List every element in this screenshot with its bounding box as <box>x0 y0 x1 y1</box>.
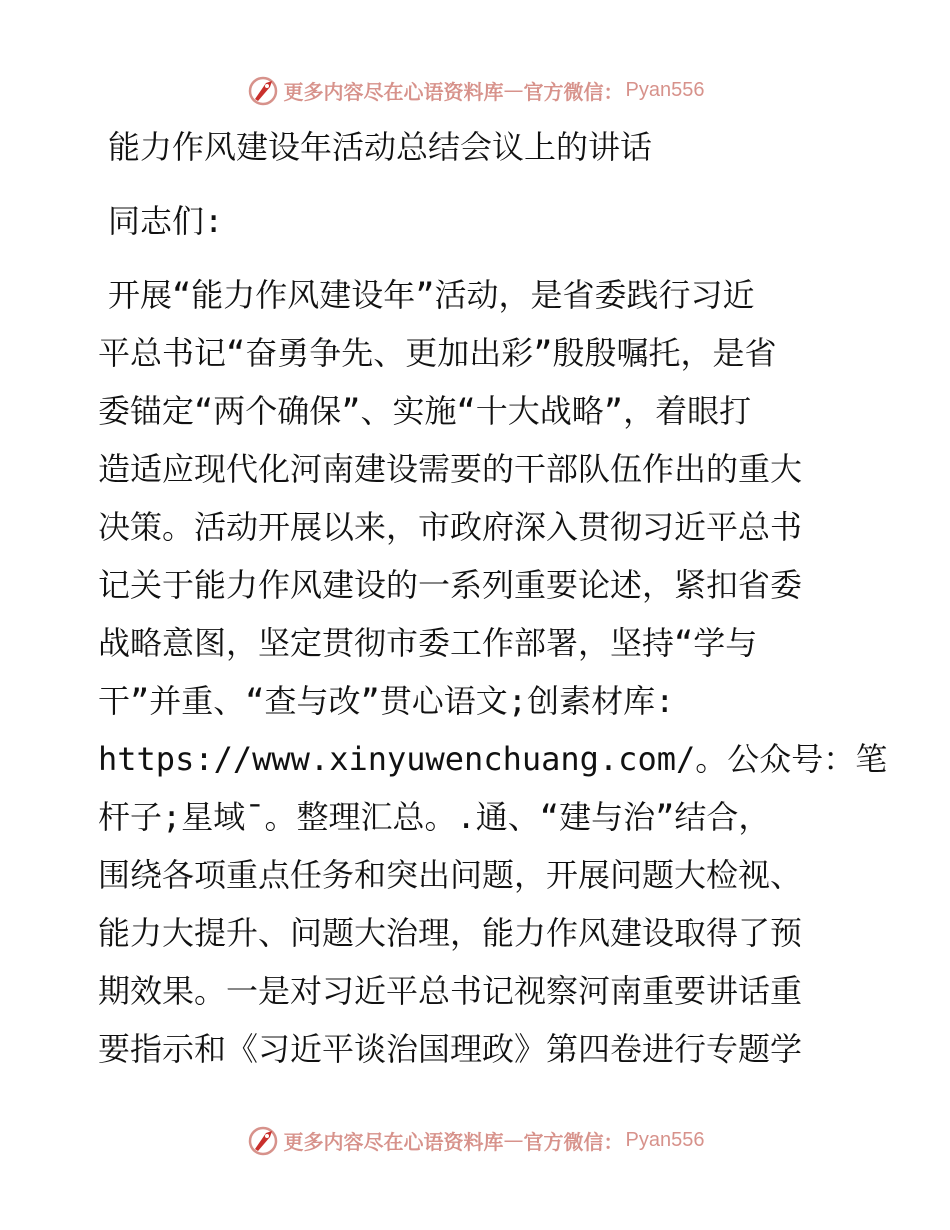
body-line: 要指示和《习近平谈治国理政》第四卷进行专题学 <box>98 1030 803 1068</box>
banner-contact-id: Pyan556 <box>625 78 705 101</box>
document-title: 能力作风建设年活动总结会议上的讲话 <box>108 128 653 166</box>
banner-contact-label: 官方微信： <box>523 79 624 104</box>
banner-text: 更多内容尽在心语资料库 <box>283 79 504 104</box>
banner-contact-label: 官方微信： <box>523 1129 624 1154</box>
body-line: 开展“能力作风建设年”活动，是省委践行习近 <box>108 276 755 314</box>
body-line-url: https://www.xinyuwenchuang.com/。公众号：笔 <box>98 740 888 778</box>
body-line: 造适应现代化河南建设需要的干部队伍作出的重大 <box>98 450 803 488</box>
banner-separator: — <box>503 1128 524 1152</box>
body-line: 干”并重、“查与改”贯心语文;创素材库: <box>98 682 675 720</box>
pen-nib-circle-icon <box>246 1123 280 1157</box>
header-banner <box>0 70 950 110</box>
body-line: 战略意图，坚定贯彻市委工作部署，坚持“学与 <box>98 624 758 662</box>
document-greeting: 同志们: <box>108 202 224 240</box>
document-body <box>98 272 898 1084</box>
body-line: 决策。活动开展以来，市政府深入贯彻习近平总书 <box>98 508 803 546</box>
body-line: 委锚定“两个确保”、实施“十大战略”，着眼打 <box>98 392 752 430</box>
banner-separator: — <box>503 78 524 102</box>
body-line: 能力大提升、问题大治理，能力作风建设取得了预 <box>98 914 803 952</box>
banner-contact-id: Pyan556 <box>625 1128 705 1151</box>
body-line: 期效果。一是对习近平总书记视察河南重要讲话重 <box>98 972 803 1010</box>
banner-text: 更多内容尽在心语资料库 <box>283 1129 504 1154</box>
pen-nib-circle-icon <box>246 73 280 107</box>
body-line: 平总书记“奋勇争先、更加出彩”殷殷嘱托，是省 <box>98 334 777 372</box>
body-line: 记关于能力作风建设的一系列重要论述，紧扣省委 <box>98 566 803 604</box>
body-line: 围绕各项重点任务和突出问题，开展问题大检视、 <box>98 856 803 894</box>
footer-banner <box>0 1120 950 1160</box>
body-line: 杆子;星域¯。整理汇总。.通、“建与治”结合， <box>98 798 771 836</box>
